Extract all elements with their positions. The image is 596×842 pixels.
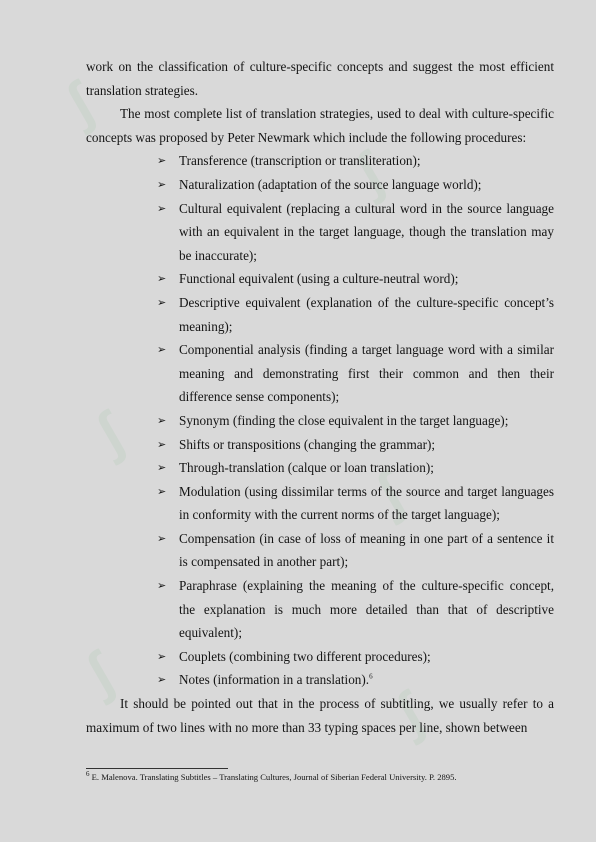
strategy-text: Compensation (in case of loss of meaning in one part of a sentence it is compensated in another part); (179, 530, 554, 570)
subtitling-paragraph: It should be pointed out that in the process of subtitling, we usually refer to a maximum of two lines with no more than 33 typing spaces per line, shown between (86, 696, 554, 735)
footnote-text: E. Malenova. Translating Subtitles – Translating Cultures, Journal of Siberian Federal University. P. 2895. (91, 772, 457, 782)
arrow-bullet-icon: ➢ (157, 343, 167, 357)
arrow-bullet-icon: ➢ (157, 579, 167, 593)
strategy-text: Componential analysis (finding a target language word with a similar meaning and demonstrating first their common and then their difference sense components); (179, 342, 554, 405)
strategy-list-item (157, 456, 554, 480)
footnote-reference: 6 (369, 673, 373, 682)
watermark-logo: ʃ (345, 140, 395, 207)
strategy-text: Synonym (finding the close equivalent in the target language); (179, 412, 509, 428)
intro-paragraph: work on the classification of culture-specific concepts and suggest the most efficient translation strategies. (86, 59, 554, 98)
strategy-text: Couplets (combining two different procedures); (179, 648, 431, 664)
body-text (86, 55, 554, 739)
strategy-list-item (157, 197, 554, 268)
strategy-list-item (157, 527, 554, 574)
strategy-list-item (157, 668, 554, 692)
strategy-text: Naturalization (adaptation of the source language world); (179, 176, 482, 192)
strategy-list-item (157, 645, 554, 669)
strategy-list-item (157, 409, 554, 433)
footnote-number: 6 (86, 770, 90, 779)
strategy-text: Transference (transcription or transliteration); (179, 153, 421, 169)
arrow-bullet-icon: ➢ (157, 461, 167, 475)
strategy-text: Shifts or transpositions (changing the grammar); (179, 436, 436, 452)
arrow-bullet-icon: ➢ (157, 413, 167, 427)
watermark-logo: ʃ (385, 680, 435, 747)
arrow-bullet-icon: ➢ (157, 177, 167, 191)
arrow-bullet-icon: ➢ (157, 272, 167, 286)
footnote-divider (86, 768, 228, 769)
arrow-bullet-icon: ➢ (157, 437, 167, 451)
newmark-paragraph: The most complete list of translation strategies, used to deal with culture-specific concepts was proposed by Peter Newmark which include the following procedures: (86, 106, 554, 145)
watermark-logo: ʃ (55, 70, 105, 137)
arrow-bullet-icon: ➢ (157, 201, 167, 215)
strategy-text: Cultural equivalent (replacing a cultural word in the source language with an equivalent in the target language, though the translation may be inaccurate); (179, 200, 554, 263)
strategy-list-item (157, 433, 554, 457)
strategy-list-item (157, 338, 554, 409)
strategy-list-item (157, 574, 554, 645)
strategy-list-item (157, 480, 554, 527)
watermark-logo: ʃ (365, 460, 415, 527)
arrow-bullet-icon: ➢ (157, 295, 167, 309)
strategy-list-item (157, 267, 554, 291)
strategy-list-item (157, 173, 554, 197)
strategy-text: Functional equivalent (using a culture-neutral word); (179, 271, 459, 287)
footnote (86, 771, 554, 783)
watermark-logo: ʃ (85, 400, 135, 467)
arrow-bullet-icon: ➢ (157, 673, 167, 687)
strategy-text: Modulation (using dissimilar terms of the source and target languages in conformity with the current norms of the target language); (179, 483, 554, 523)
arrow-bullet-icon: ➢ (157, 649, 167, 663)
strategy-list-item (157, 149, 554, 173)
arrow-bullet-icon: ➢ (157, 531, 167, 545)
strategies-list (86, 149, 554, 692)
strategy-list-item (157, 291, 554, 338)
arrow-bullet-icon: ➢ (157, 154, 167, 168)
arrow-bullet-icon: ➢ (157, 484, 167, 498)
strategy-text: Through-translation (calque or loan translation); (179, 460, 434, 476)
strategy-text: Notes (information in a translation). (179, 672, 370, 688)
strategy-text: Descriptive equivalent (explanation of the culture-specific concept’s meaning); (179, 294, 554, 334)
watermark-logo: ʃ (75, 640, 125, 707)
strategy-text: Paraphrase (explaining the meaning of the culture-specific concept, the explanation is much more detailed than that of descriptive equivalent); (179, 578, 554, 641)
